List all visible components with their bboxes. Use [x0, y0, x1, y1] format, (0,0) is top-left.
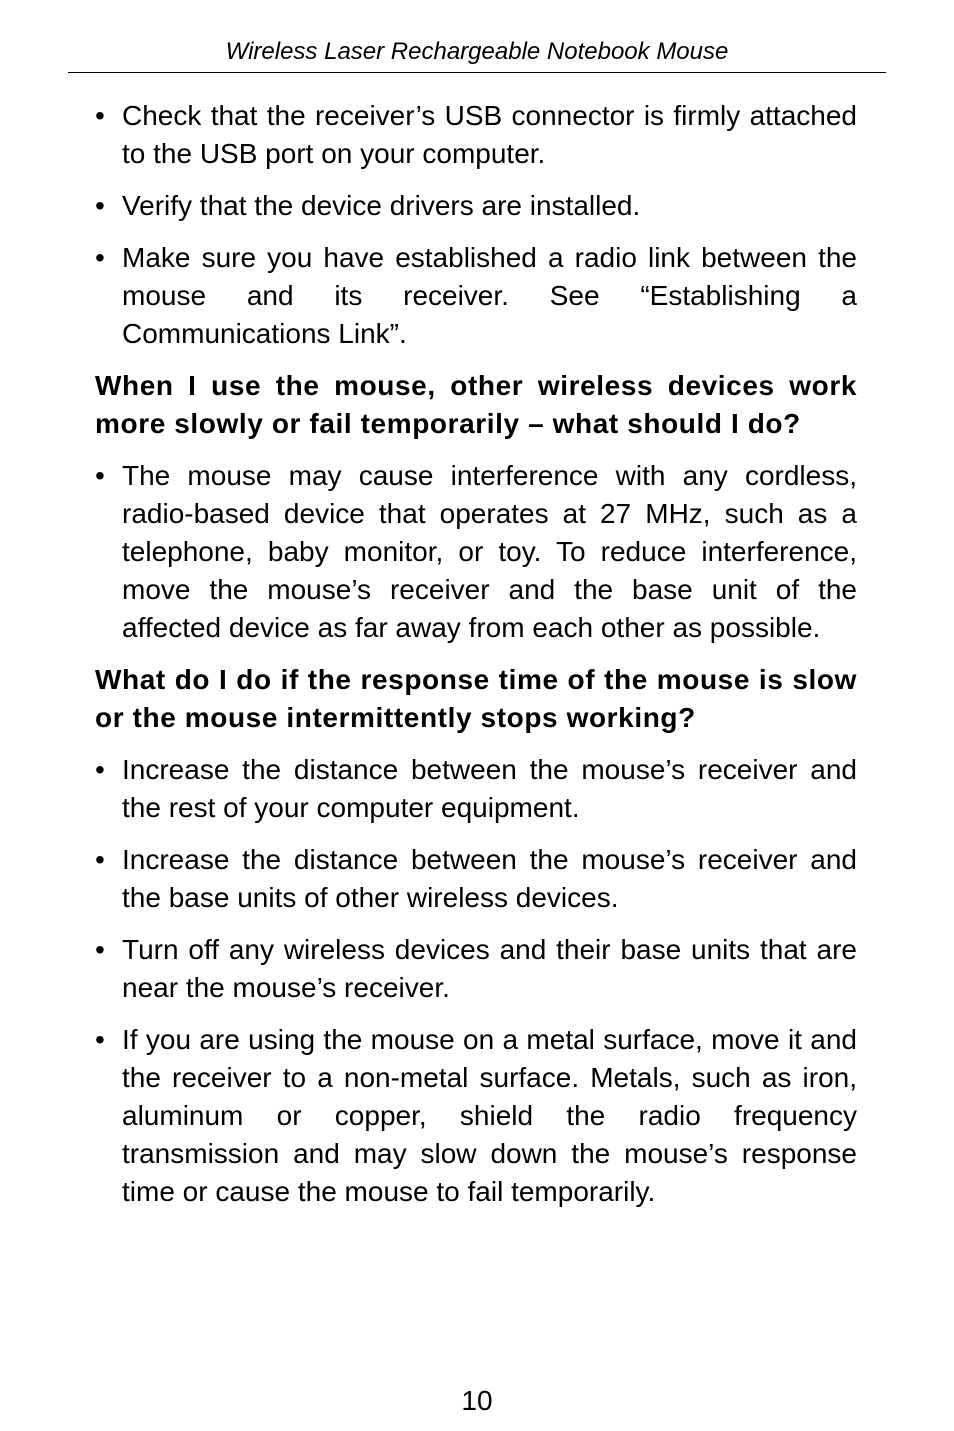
bullet-icon: •: [95, 100, 105, 131]
list-item: [95, 931, 857, 1007]
list-item-text: Make sure you have established a radio link between the mouse and its receiver. See “Establishing a Communications Link”.: [122, 242, 857, 349]
list-item: [95, 187, 857, 225]
list-item: [95, 239, 857, 353]
section-heading-interference: When I use the mouse, other wireless devices work more slowly or fail temporarily – what should I do?: [95, 370, 857, 439]
list-item: [95, 841, 857, 917]
page-number: 10: [461, 1385, 493, 1416]
list-item: [95, 97, 857, 173]
bullet-icon: •: [95, 190, 105, 221]
list-item-text: Increase the distance between the mouse’s receiver and the base units of other wireless devices.: [122, 844, 857, 913]
intro-bullet-list: [95, 97, 857, 353]
bullet-icon: •: [95, 242, 105, 273]
bullet-icon: •: [95, 934, 105, 965]
list-item-text: Increase the distance between the mouse’s receiver and the rest of your computer equipment.: [122, 754, 857, 823]
response-time-bullet-list: [95, 751, 857, 1211]
list-item: [95, 751, 857, 827]
list-item-text: If you are using the mouse on a metal surface, move it and the receiver to a non-metal surface. Metals, such as iron, aluminum or copper, shield the radio frequency transmission and may slow down the mouse’s response time or cause the mouse to fail temporarily.: [122, 1024, 857, 1207]
list-item: [95, 457, 857, 647]
header-divider: [68, 72, 886, 73]
page-content: [95, 97, 857, 1211]
bullet-icon: •: [95, 460, 105, 491]
list-item-text: Verify that the device drivers are installed.: [122, 190, 641, 221]
interference-bullet-list: [95, 457, 857, 647]
list-item: [95, 1021, 857, 1211]
list-item-text: The mouse may cause interference with any cordless, radio-based device that operates at 27 MHz, such as a telephone, baby monitor, or toy. To reduce interference, move the mouse’s receiver and the base unit of the affected device as far away from each other as possible.: [122, 460, 857, 643]
bullet-icon: •: [95, 754, 105, 785]
section-heading-response-time: What do I do if the response time of the mouse is slow or the mouse intermittently stops working?: [95, 664, 857, 733]
list-item-text: Check that the receiver’s USB connector is firmly attached to the USB port on your computer.: [122, 100, 857, 169]
bullet-icon: •: [95, 844, 105, 875]
list-item-text: Turn off any wireless devices and their base units that are near the mouse’s receiver.: [122, 934, 857, 1003]
bullet-icon: •: [95, 1024, 105, 1055]
running-header: Wireless Laser Rechargeable Notebook Mouse: [225, 38, 729, 65]
